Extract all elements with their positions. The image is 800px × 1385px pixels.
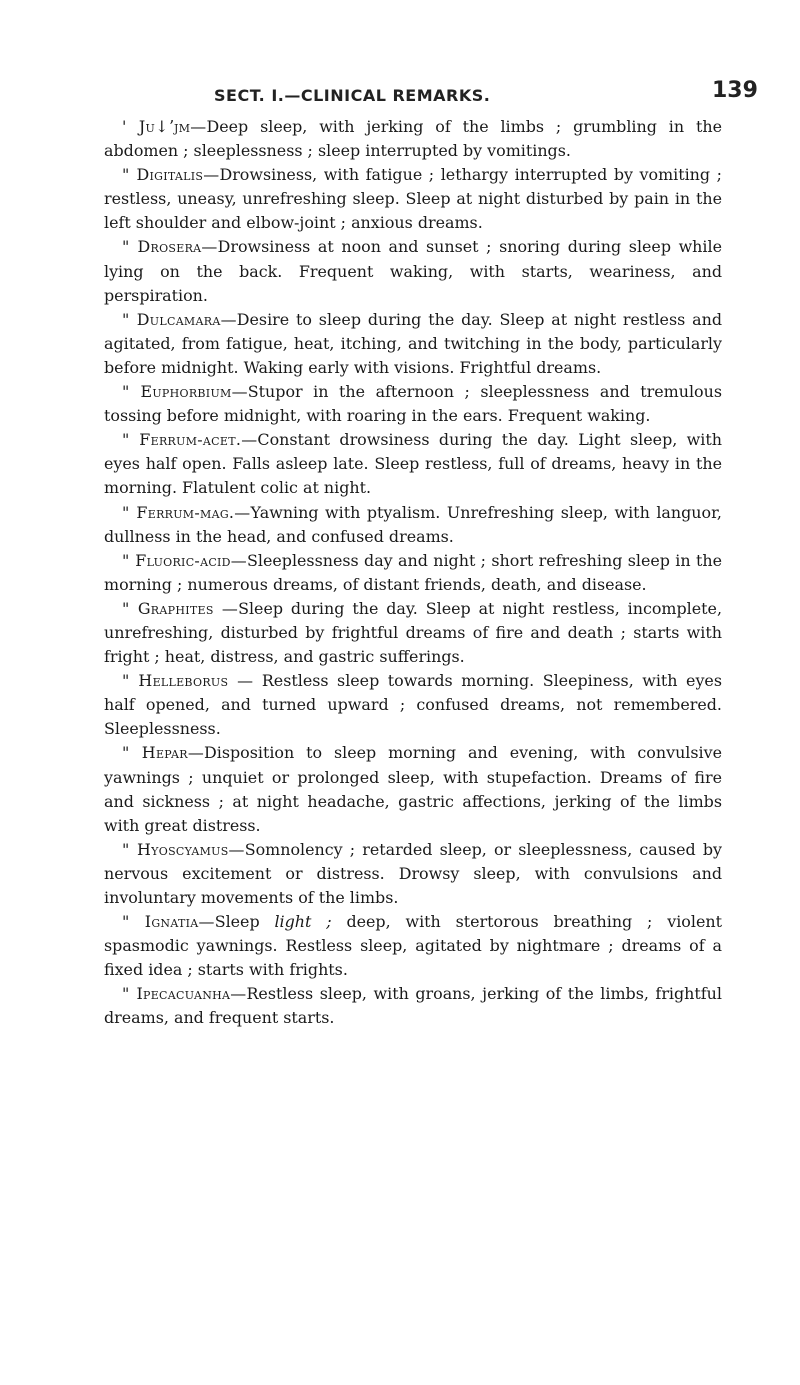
entry-text: Restless sleep, with groans, jerking of the limbs, frightful dreams, and frequent starts. <box>104 984 722 1028</box>
entry-ferrum-acet <box>104 428 722 500</box>
entry-stramonium <box>104 115 722 163</box>
entry-text: Stupor in the afternoon ; sleeplessness and tremulous tossing before midnight, with roaring in the ears. Frequent waking. <box>104 382 723 426</box>
entry-term: " Fluoric-acid— <box>122 550 247 570</box>
entry-fluoric-acid <box>104 549 722 597</box>
entry-hepar <box>104 741 722 837</box>
entry-text: Desire to sleep during the day. Sleep at night restless and agitated, from fatigue, heat, itching, and twitching in the body, particularly before midnight. Waking early with visions. Frightful dreams. <box>104 309 722 377</box>
page-number: 139 <box>712 78 758 103</box>
entry-text: Sleeplessness day and night ; short refreshing sleep in the morning ; numerous dreams, of distant friends, death, and disease. <box>104 550 722 594</box>
entry-term: " Euphorbium— <box>122 382 248 402</box>
entry-text: Somnolency ; retarded sleep, or sleeplessness, caused by nervous excitement or distress. Drowsy sleep, with convulsions and involuntary movements of the limbs. <box>104 839 722 907</box>
entry-ferrum-mag <box>104 501 722 549</box>
entry-graphites <box>104 597 722 669</box>
entry-term: " Hyoscyamus— <box>122 839 245 859</box>
entry-text-lead: Sleep <box>214 912 275 932</box>
entry-term: " Helleborus — <box>122 671 254 691</box>
entry-helleborus <box>104 669 722 741</box>
entry-text: Constant drowsiness during the day. Light sleep, with eyes half open. Falls asleep late. Sleep restless, full of dreams, heavy in the morning. Flatulent colic at night. <box>104 430 722 498</box>
entry-term: " Digitalis— <box>122 165 220 185</box>
entry-text: Drowsiness, with fatigue ; lethargy interrupted by vomiting ; restless, uneasy, unrefreshing sleep. Sleep at night disturbed by pain in the left shoulder and elbow-joint ; anxious dreams. <box>104 165 723 233</box>
entry-euphorbium <box>104 380 722 428</box>
entry-term: " Ferrum-mag.— <box>122 502 251 522</box>
running-head: SECT. I.—CLINICAL REMARKS. <box>214 86 491 105</box>
entry-term: " Graphites — <box>122 598 239 618</box>
entry-term: " Dulcamara— <box>122 309 237 329</box>
entry-text: deep, with stertorous breathing ; violent spasmodic yawnings. Restless sleep, agitated by nightmare ; dreams of a fixed idea ; starts with frights. <box>104 912 722 980</box>
entry-text: Sleep during the day. Sleep at night restless, incomplete, unrefreshing, disturbed by frightful dreams of fire and death ; starts with fright ; heat, distress, and gastric sufferings. <box>104 598 722 667</box>
entry-ipecacuanha <box>104 982 722 1030</box>
entry-text: Drowsiness at noon and sunset ; snoring during sleep while lying on the back. Frequent waking, with starts, weariness, and perspiration. <box>104 237 722 305</box>
entry-term: " Drosera— <box>122 237 218 257</box>
entry-term: " Ferrum-acet.— <box>122 430 258 450</box>
entry-term: " Hepar— <box>122 743 205 763</box>
body-text <box>104 115 722 1031</box>
entry-dulcamara <box>104 308 722 380</box>
entry-term: " Ignatia— <box>122 912 215 932</box>
entry-term: ' Ju↓ʼjm— <box>122 117 207 136</box>
entry-text: Disposition to sleep morning and evening, with convulsive yawnings ; unquiet or prolonged sleep, with stupefaction. Dreams of fire and sickness ; at night headache, gastric affections, jerking of the limbs with great distress. <box>104 743 723 835</box>
entry-term: " Ipecacuanha— <box>122 984 247 1004</box>
entry-text: Yawning with ptyalism. Unrefreshing sleep, with languor, dullness in the head, and confused dreams. <box>104 502 722 546</box>
entry-ignatia <box>104 910 722 982</box>
entry-hyoscyamus <box>104 838 722 910</box>
entry-drosera <box>104 235 722 307</box>
entry-digitalis <box>104 163 722 235</box>
entry-text: Deep sleep, with jerking of the limbs ; grumbling in the abdomen ; sleeplessness ; sleep interrupted by vomitings. <box>104 117 722 161</box>
entry-text-italic: light ; <box>274 912 332 932</box>
entry-text: Restless sleep towards morning. Sleepiness, with eyes half opened, and turned upward ; confused dreams, not remembered. Sleeplessness. <box>104 671 722 739</box>
